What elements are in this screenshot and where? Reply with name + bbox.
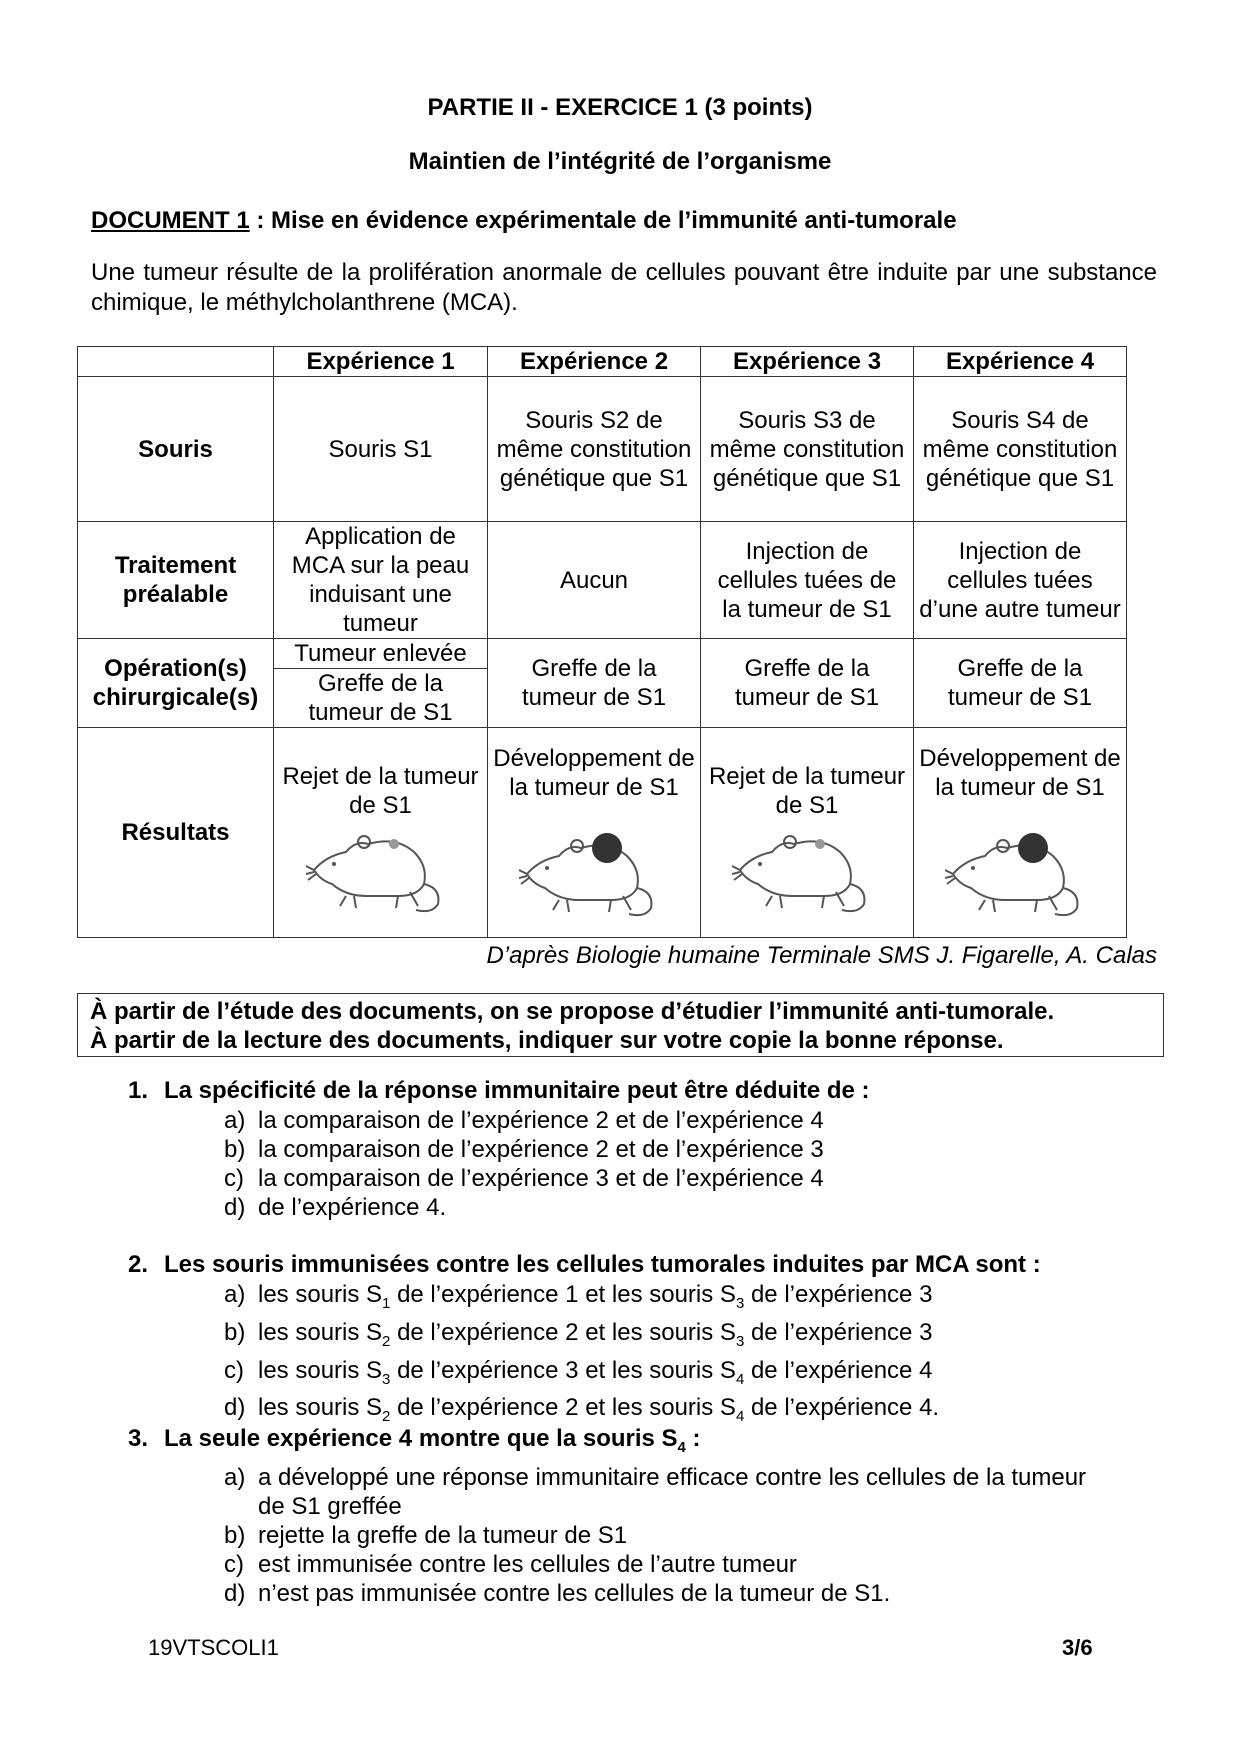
cell-operation-exp1-b: Greffe de la tumeur de S1 bbox=[274, 669, 488, 728]
instructions-box bbox=[77, 993, 1164, 1057]
option-c: c) les souris $S_3$ de l’expérience 3 et les souris $S_4$ de l’expérience 4 bbox=[224, 1356, 933, 1388]
option-a: a) les souris $S_1$ de l’expérience 1 et les souris $S_3$ de l’expérience 3 bbox=[224, 1281, 933, 1312]
cell-operation-exp4: Greffe de la tumeur de S1 bbox=[914, 639, 1127, 728]
experiment-table bbox=[77, 346, 1127, 938]
option-b: b) la comparaison de l’expérience 2 et de l’expérience 3 bbox=[224, 1136, 824, 1163]
option-b: b) rejette la greffe de la tumeur de S1 bbox=[224, 1521, 628, 1549]
cell-souris-exp2: Souris S2 de même constitution génétique que S1 bbox=[488, 377, 701, 522]
cell-resultats-exp4 bbox=[914, 728, 1127, 938]
cell-resultats-exp3 bbox=[701, 728, 914, 938]
document-title: : Mise en évidence expérimentale de l’immunité anti-tumorale bbox=[249, 207, 957, 234]
footer-code: 19VTSCOLI1 bbox=[148, 1635, 279, 1660]
option-d: d) les souris $S_2$ de l’expérience 2 et les souris $S_4$ de l’expérience 4. bbox=[224, 1394, 940, 1426]
mouse-healthy-icon bbox=[732, 826, 882, 918]
page-number: 3/6 bbox=[1062, 1635, 1093, 1660]
cell-traitement-exp1: Application de MCA sur la peau induisant une tumeur bbox=[274, 522, 488, 639]
header-exp3: Expérience 3 bbox=[701, 347, 914, 377]
table-row bbox=[78, 728, 1127, 938]
option-a: a) a développé une réponse immunitaire efficace contre les cellules de la tumeur bbox=[224, 1463, 1087, 1491]
row-label-resultats: Résultats bbox=[78, 728, 274, 938]
question-3 bbox=[128, 1424, 1086, 1608]
table-row bbox=[78, 639, 1127, 669]
table-row bbox=[78, 377, 1127, 522]
option-c: c) la comparaison de l’expérience 3 et de l’expérience 4 bbox=[224, 1165, 824, 1192]
option-a: a) la comparaison de l’expérience 2 et de l’expérience 4 bbox=[224, 1107, 824, 1134]
question-number: 3. bbox=[128, 1425, 149, 1452]
result-text-exp3: Rejet de la tumeur de S1 bbox=[708, 762, 906, 819]
document-label: DOCUMENT 1 bbox=[91, 207, 250, 234]
question-text: La seule expérience 4 montre que la souris $S_4$ : bbox=[164, 1425, 701, 1456]
result-text-exp1: Rejet de la tumeur de S1 bbox=[282, 762, 479, 819]
cell-operation-exp1-a: Tumeur enlevée bbox=[274, 639, 488, 669]
option-d: d) de l’expérience 4. bbox=[224, 1194, 447, 1221]
mouse-tumor-icon bbox=[945, 830, 1095, 922]
option-b: b) les souris $S_2$ de l’expérience 2 et les souris $S_3$ de l’expérience 3 bbox=[224, 1318, 933, 1350]
row-label-traitement: Traitement préalable bbox=[78, 522, 274, 639]
table-header-row bbox=[78, 347, 1127, 377]
cell-traitement-exp2: Aucun bbox=[488, 522, 701, 639]
table-row bbox=[78, 522, 1127, 639]
question-number: 2. bbox=[128, 1251, 149, 1278]
result-text-exp4: Développement de la tumeur de S1 bbox=[919, 744, 1121, 801]
cell-operation-exp2: Greffe de la tumeur de S1 bbox=[488, 639, 701, 728]
header-exp4: Expérience 4 bbox=[914, 347, 1127, 377]
option-c: c) est immunisée contre les cellules de l’autre tumeur bbox=[224, 1550, 797, 1578]
cell-souris-exp3: Souris S3 de même constitution génétique que S1 bbox=[701, 377, 914, 522]
question-2 bbox=[128, 1250, 1041, 1431]
question-text: La spécificité de la réponse immunitaire peut être déduite de : bbox=[164, 1077, 870, 1104]
intro-paragraph: Une tumeur résulte de la prolifération anormale de cellules pouvant être induite par une substance chimique, le méthylcholanthrene (MCA). bbox=[91, 259, 1157, 316]
cell-traitement-exp3: Injection de cellules tuées de la tumeur de S1 bbox=[701, 522, 914, 639]
cell-resultats-exp1 bbox=[274, 728, 488, 938]
instructions-line-1: À partir de l’étude des documents, on se propose d’étudier l’immunité anti-tumorale. bbox=[90, 998, 1055, 1025]
cell-traitement-exp4: Injection de cellules tuées d’une autre tumeur bbox=[914, 522, 1127, 639]
mouse-tumor-icon bbox=[519, 830, 669, 922]
row-label-operation: Opération(s) chirurgicale(s) bbox=[78, 639, 274, 728]
option-d: d) n’est pas immunisée contre les cellules de la tumeur de S1. bbox=[224, 1579, 891, 1607]
page-subtitle: Maintien de l’intégrité de l’organisme bbox=[408, 148, 832, 175]
cell-resultats-exp2 bbox=[488, 728, 701, 938]
cell-souris-exp1: Souris S1 bbox=[274, 377, 488, 522]
result-text-exp2: Développement de la tumeur de S1 bbox=[493, 744, 695, 801]
question-1 bbox=[128, 1076, 870, 1222]
option-a-continued: de S1 greffée bbox=[258, 1492, 402, 1520]
row-label-souris: Souris bbox=[78, 377, 274, 522]
part-title: PARTIE II - EXERCICE 1 (3 points) bbox=[427, 94, 813, 121]
header-exp2: Expérience 2 bbox=[488, 347, 701, 377]
document-heading bbox=[91, 207, 957, 235]
table-corner-cell bbox=[78, 347, 274, 377]
source-citation: D’après Biologie humaine Terminale SMS J. Figarelle, A. Calas bbox=[486, 942, 1157, 969]
cell-operation-exp3: Greffe de la tumeur de S1 bbox=[701, 639, 914, 728]
mouse-healthy-icon bbox=[306, 826, 456, 918]
question-number: 1. bbox=[128, 1077, 149, 1104]
instructions-line-2: À partir de la lecture des documents, indiquer sur votre copie la bonne réponse. bbox=[90, 1027, 1004, 1054]
cell-souris-exp4: Souris S4 de même constitution génétique que S1 bbox=[914, 377, 1127, 522]
header-exp1: Expérience 1 bbox=[274, 347, 488, 377]
question-text: Les souris immunisées contre les cellules tumorales induites par MCA sont : bbox=[164, 1251, 1041, 1278]
